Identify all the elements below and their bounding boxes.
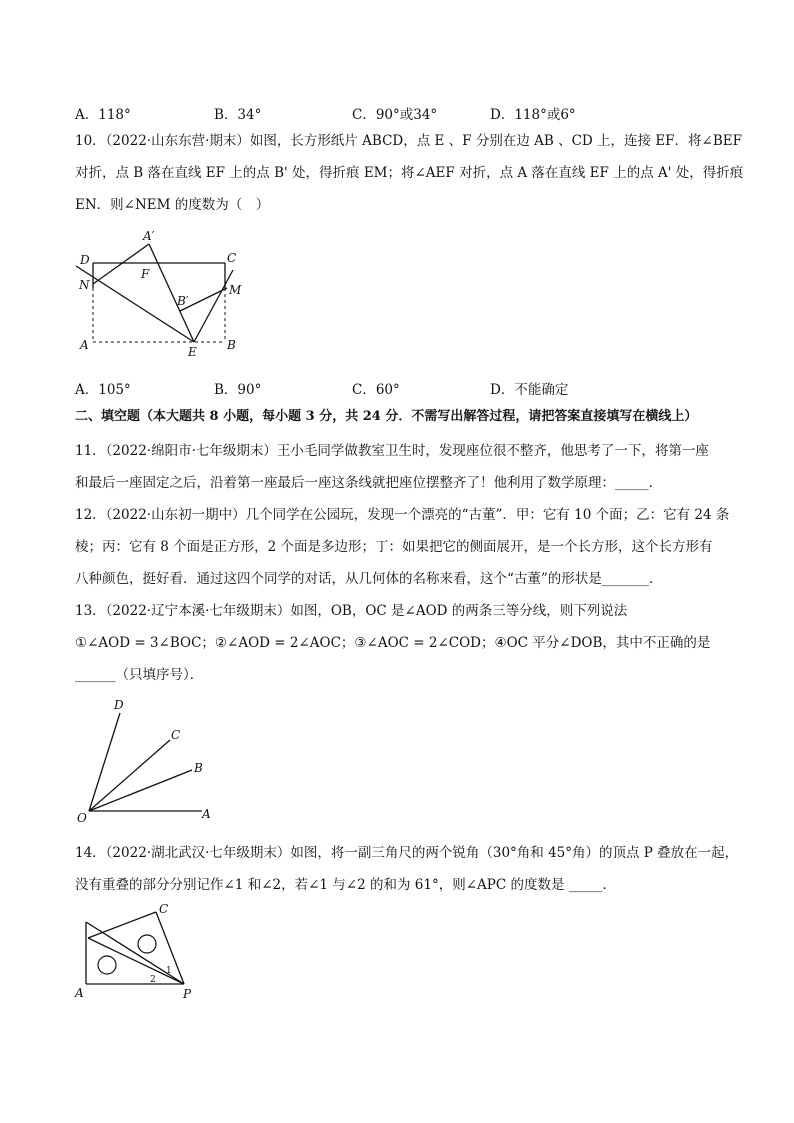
q13-label-d: D <box>114 698 124 712</box>
q10-label-b1: B′ <box>177 294 189 308</box>
q10-label-f: F <box>141 267 150 281</box>
q13-figure <box>70 695 230 830</box>
q10-label-b: B <box>227 338 236 352</box>
q10-line-2: 对折，点 B 落在直线 EF 上的点 B' 处，得折痕 EM；将∠AEF 对折，点 A 落在直线 EF 上的点 A' 处，得折痕 <box>75 165 744 181</box>
q14-figure <box>70 902 210 1007</box>
q10-label-n: N <box>79 278 90 292</box>
q9-option-b: B．34° <box>214 107 262 123</box>
q10-label-m: M <box>229 283 242 297</box>
q14-label-a: A <box>75 986 84 1000</box>
q9-option-a: A．118° <box>75 107 131 123</box>
q13-label-a: A <box>202 807 211 821</box>
q11-line-1: 11．（2022·绵阳市·七年级期末）王小毛同学做教室卫生时，发现座位很不整齐，他思考了一下，将第一座 <box>75 443 709 459</box>
q13-line-3: ______（只填序号）． <box>75 667 204 683</box>
q10-line-3: EN．则∠NEM 的度数为（ ） <box>75 197 270 213</box>
q11-line-2: 和最后一座固定之后，沿着第一座最后一座这条线就把座位摆整齐了！他利用了数学原理：_____． <box>75 475 663 491</box>
q10-label-c: C <box>227 251 237 265</box>
q13-label-c: C <box>171 728 181 742</box>
q10-option-c: C．60° <box>352 382 400 398</box>
q9-option-d: D．118°或6° <box>490 107 576 123</box>
q10-label-e: E <box>188 345 197 359</box>
q9-option-c: C．90°或34° <box>352 107 438 123</box>
q12-line-3: 八种颜色，挺好看．通过这四个同学的对话，从几何体的名称来看，这个“古董”的形状是_______． <box>75 571 663 587</box>
q13-label-b: B <box>194 761 203 775</box>
q14-label-1: 1 <box>166 966 172 976</box>
section-2-title: 二、填空题（本大题共 8 小题，每小题 3 分，共 24 分．不需写出解答过程，请把答案直接填写在横线上） <box>75 409 698 424</box>
q14-label-p: P <box>183 987 192 1001</box>
q10-label-a: A <box>80 338 89 352</box>
q13-line-1: 13．（2022·辽宁本溪·七年级期末）如图，OB，OC 是∠AOD 的两条三等分线，则下列说法 <box>75 603 628 619</box>
q10-label-d: D <box>80 253 90 267</box>
q14-label-c: C <box>159 902 169 916</box>
q13-label-o: O <box>77 811 87 825</box>
q12-line-2: 棱；丙：它有 8 个面是正方形，2 个面是多边形；丁：如果把它的侧面展开，是一个长方形，这个长方形有 <box>75 539 713 555</box>
q14-line-2: 没有重叠的部分分别记作∠1 和∠2，若∠1 与∠2 的和为 61°，则∠APC 的度数是 _____． <box>75 877 617 893</box>
q13-line-2: ①∠AOD = 3∠BOC；②∠AOD = 2∠AOC；③∠AOC = 2∠COD；④OC 平分∠DOB，其中不正确的是 <box>75 635 711 651</box>
q10-option-d: D．不能确定 <box>490 382 569 398</box>
q14-line-1: 14．（2022·湖北武汉·七年级期末）如图，将一副三角尺的两个锐角（30°角和 45°角）的顶点 P 叠放在一起， <box>75 845 739 861</box>
q12-line-1: 12．（2022·山东初一期中）几个同学在公园玩，发现一个漂亮的“古董”．甲：它有 10 个面；乙：它有 24 条 <box>75 507 730 523</box>
q10-label-a1: A′ <box>143 229 155 243</box>
q10-option-b: B．90° <box>214 382 262 398</box>
q10-line-1: 10．（2022·山东东营·期末）如图，长方形纸片 ABCD，点 E 、F 分别在边 AB 、CD 上，连接 EF．将∠BEF <box>75 133 742 149</box>
q10-figure <box>70 228 260 363</box>
q10-option-a: A．105° <box>75 382 131 398</box>
q14-label-2: 2 <box>150 975 156 985</box>
